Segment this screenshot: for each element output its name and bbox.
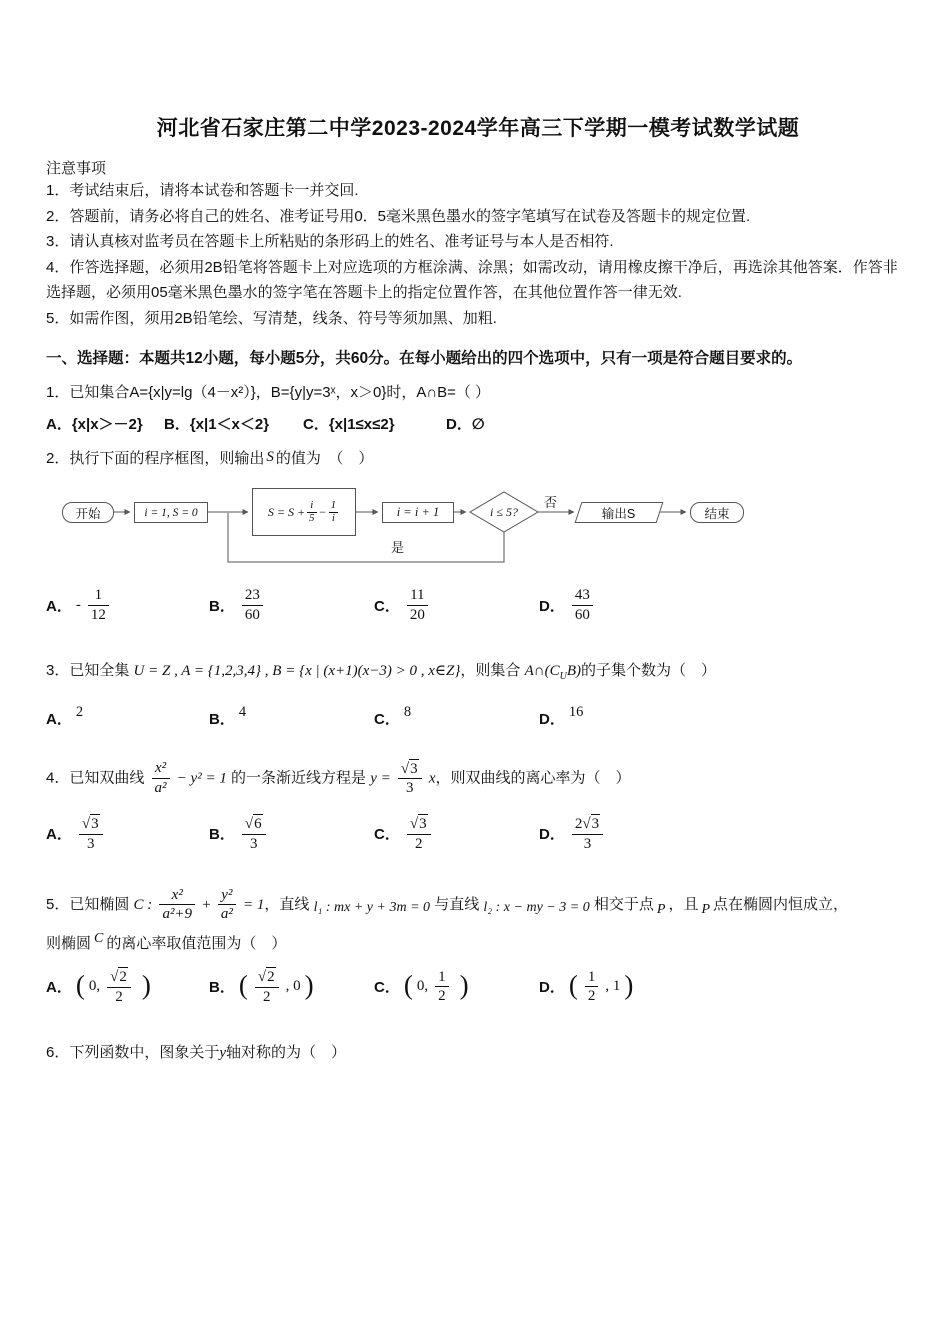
question-1-options xyxy=(46,413,910,434)
option-a-text: A．{x|x＞－2} xyxy=(46,416,143,433)
q3-sets: U = Z , A = {1,2,3,4} , B = {x | (x+1)(x−3) > 0 , x∈Z} xyxy=(133,662,461,679)
q5-text-4: 相交于点 xyxy=(593,895,654,913)
option-a: A． ( 0, √ $\frac{2}{2}$ ) xyxy=(46,967,209,1007)
flow-no-label: 否 xyxy=(544,495,558,510)
fraction: $\frac{23}{60}$ xyxy=(242,586,263,625)
q4-equation: − y² = 1 xyxy=(176,770,227,787)
open-paren: ( xyxy=(403,970,413,1001)
q5-text-5: ，且 xyxy=(668,895,699,913)
flow-init-label: i = 1, S = 0 xyxy=(144,506,198,519)
close-paren: ) xyxy=(459,970,469,1001)
question-5-options xyxy=(46,967,910,1007)
q6-text-1: 6．下列函数中，图象关于 xyxy=(46,1043,220,1061)
option-a: A． 2 xyxy=(46,703,84,728)
flow-acc-frac2: $\frac{1}{i}$ xyxy=(330,498,337,524)
option-b-text: B．{x|1＜x＜2} xyxy=(164,416,270,433)
q5-ellipse-name: C : xyxy=(133,896,153,913)
q5-text-8: 的离心率取值范围为（ ） xyxy=(106,935,287,952)
option-d: D． $\frac{43}{60}$ xyxy=(539,586,910,625)
option-b: B． √ $\frac{6}{3}$ xyxy=(209,814,374,854)
option-a: A． √ $\frac{3}{3}$ xyxy=(46,814,209,854)
option-b xyxy=(164,413,303,434)
option-a: A． - $\frac{1}{12}$ xyxy=(46,586,209,625)
fraction: √ $\frac{3}{3}$ xyxy=(79,814,103,854)
option-d: D． 16 xyxy=(539,703,584,728)
flow-increment-label: i = i + 1 xyxy=(396,505,440,519)
fraction: √ $\frac{6}{3}$ xyxy=(242,814,266,854)
close-paren: ) xyxy=(624,970,634,1001)
flow-increment-box xyxy=(382,502,454,523)
plus-sign: + xyxy=(202,896,211,913)
q3-intersection: A∩(C xyxy=(524,662,560,679)
sqrt: √ 2 xyxy=(110,969,128,985)
open-paren: ( xyxy=(568,970,578,1001)
flow-start-label: 开始 xyxy=(75,506,101,521)
note-item-3: 3．请认真核对监考员在答题卡上所粘贴的条形码上的姓名、准考证号与本人是否相符. xyxy=(46,233,614,250)
fraction: √ $\frac{2}{2}$ xyxy=(255,967,279,1007)
flow-yes-label: 是 xyxy=(391,540,405,555)
q3-text-1: 3．已知全集 xyxy=(46,661,130,679)
fraction: $\frac{2 √ 3}{3}$ xyxy=(572,814,603,854)
flow-accumulate-box xyxy=(252,488,356,536)
question-4-options xyxy=(46,814,910,854)
flow-acc-pre: S = S + xyxy=(267,504,306,519)
sqrt: √ 3 xyxy=(582,816,600,832)
q5-ellipse-c: C xyxy=(94,931,104,946)
minus-sign: - xyxy=(75,596,81,613)
fraction: $\frac{1}{2}$ xyxy=(435,968,449,1007)
question-5 xyxy=(46,886,910,925)
sqrt: √ 2 xyxy=(258,969,276,985)
fraction: √ $\frac{3}{2}$ xyxy=(407,814,431,854)
q4-asymptote-x: x xyxy=(428,770,436,787)
option-d: D． $\frac{2 √ 3}{3}$ xyxy=(539,814,910,854)
option-c xyxy=(303,413,446,434)
fraction: $\frac{\text{y²}}{\text{a²}}$ xyxy=(218,886,236,925)
flow-acc-minus: − xyxy=(318,504,327,519)
option-a xyxy=(46,413,164,434)
option-b: B． $\frac{23}{60}$ xyxy=(209,586,374,625)
sqrt: √ 6 xyxy=(245,816,263,832)
q4-text-2: 的一条渐近线方程是 xyxy=(231,769,367,787)
sqrt: √ 3 xyxy=(410,816,428,832)
q2-text-1: 2．执行下面的程序框图，则输出 xyxy=(46,450,265,467)
q3-text-2: ，则集合 xyxy=(460,661,521,679)
question-2-options xyxy=(46,586,910,625)
flowchart xyxy=(46,482,910,582)
option-c: C． √ $\frac{3}{2}$ xyxy=(374,814,539,854)
option-d-text: D．∅ xyxy=(446,416,485,433)
fraction: $\frac{\text{x²}}{\text{a²+9}}$ xyxy=(159,886,195,925)
q4-text-1: 4．已知双曲线 xyxy=(46,769,145,787)
q5-text-1: 5．已知椭圆 xyxy=(46,895,130,913)
fraction: $\frac{1}{2}$ xyxy=(585,968,599,1007)
sqrt: √ 3 xyxy=(82,816,100,832)
fraction: √ $\frac{3}{3}$ xyxy=(398,759,422,799)
option-c: C． 8 xyxy=(374,703,412,728)
q5-text-7: 则椭圆 xyxy=(46,935,92,952)
q5-text-6: 点在椭圆内恒成立， xyxy=(713,895,849,913)
option-d: D． ( $\frac{1}{2}$ , 1 ) xyxy=(539,968,634,1005)
option-b: B． ( √ $\frac{2}{2}$ , 0 ) xyxy=(209,967,374,1007)
exam-title: 河北省石家庄第二中学2023-2024学年高三下学期一模考试数学试题 xyxy=(156,117,800,140)
q3-text-3: 的子集个数为（ ） xyxy=(580,661,716,679)
q5-point-p2: P xyxy=(701,901,711,917)
question-3-options xyxy=(46,703,910,729)
question-1: 1．已知集合A={x|y=lg（4－x²）}，B={y|y=3ˣ，x＞0}时，A∩B=（ ） xyxy=(46,384,491,401)
fraction: √ $\frac{2}{2}$ xyxy=(107,967,131,1007)
sqrt: √ 3 xyxy=(401,761,419,777)
notes-heading: 注意事项 xyxy=(46,160,107,177)
question-6 xyxy=(46,1041,910,1062)
open-paren: ( xyxy=(75,970,85,1001)
fraction: $\frac{\text{x²}}{\text{a²}}$ xyxy=(152,759,170,798)
q5-text-2: ，直线 xyxy=(264,895,310,913)
question-3 xyxy=(46,659,910,682)
q4-text-3: ，则双曲线的离心率为（ ） xyxy=(435,769,631,787)
q5-text-3: 与直线 xyxy=(434,895,480,913)
close-paren: ) xyxy=(141,970,151,1001)
fraction: $\frac{1}{12}$ xyxy=(88,586,109,625)
option-c: C． ( 0, $\frac{1}{2}$ ) xyxy=(374,968,469,1005)
note-item-4: 4．作答选择题，必须用2B铅笔将答题卡上对应选项的方框涂满、涂黑；如需改动，请用橡皮擦干净后，再选涂其他答案．作答非选择题，必须用05毫米黑色墨水的签字笔在答题卡上的指定位置作答，在其他位置作答一律无效. xyxy=(46,258,898,301)
question-5-line-2 xyxy=(46,932,910,953)
note-item-5: 5．如需作图，须用2B铅笔绘、写清楚，线条、符号等须加黑、加粗. xyxy=(46,309,497,327)
note-item-1: 1．考试结束后，请将本试卷和答题卡一并交回. xyxy=(46,182,359,199)
flow-connectors xyxy=(46,482,916,582)
flow-output-label: 输出S xyxy=(602,506,636,521)
note-item-2: 2．答题前，请务必将自己的姓名、准考证号用0．5毫米黑色墨水的签字笔填写在试卷及答题卡的规定位置. xyxy=(46,207,751,225)
q5-equals-one: = 1 xyxy=(243,896,265,913)
q6-text-2: 轴对称的为（ ） xyxy=(226,1043,347,1061)
question-2 xyxy=(46,447,910,468)
flow-output-box xyxy=(575,502,664,523)
q3-complement-sub: U xyxy=(559,670,567,682)
close-paren: ) xyxy=(304,970,314,1001)
q2-text-2: 的值为 （ ） xyxy=(275,450,374,467)
q4-asymptote-lhs: y = xyxy=(370,770,391,787)
flow-init-box xyxy=(134,502,208,523)
fraction: $\frac{11}{20}$ xyxy=(407,586,428,625)
flow-condition-label: i ≤ 5? xyxy=(490,504,518,519)
flow-end-label: 结束 xyxy=(704,506,730,521)
option-c: C． $\frac{11}{20}$ xyxy=(374,586,539,625)
option-b: B． 4 xyxy=(209,703,247,728)
open-paren: ( xyxy=(238,970,248,1001)
q5-line-2-equation: l₂ : x − my − 3 = 0 xyxy=(483,899,590,915)
flow-end-box xyxy=(690,502,744,523)
q5-line-1-equation: l₁ : mx + y + 3m = 0 xyxy=(313,899,431,915)
fraction: $\frac{43}{60}$ xyxy=(572,586,593,625)
option-d xyxy=(446,413,910,434)
q3-intersection-end: B) xyxy=(566,662,581,679)
q6-var-y: y xyxy=(219,1044,227,1061)
option-c-text: C．{x|1≤x≤2} xyxy=(303,416,395,433)
section-1-heading: 一、选择题：本题共12小题，每小题5分，共60分。在每小题给出的四个选项中，只有一项是符合题目要求的。 xyxy=(46,350,803,367)
q5-point-p: P xyxy=(656,901,666,917)
flow-start-box xyxy=(62,502,114,523)
question-4 xyxy=(46,759,910,799)
flow-acc-frac1: $\frac{i}{5}$ xyxy=(309,498,315,524)
q2-var-s: S xyxy=(266,449,274,465)
